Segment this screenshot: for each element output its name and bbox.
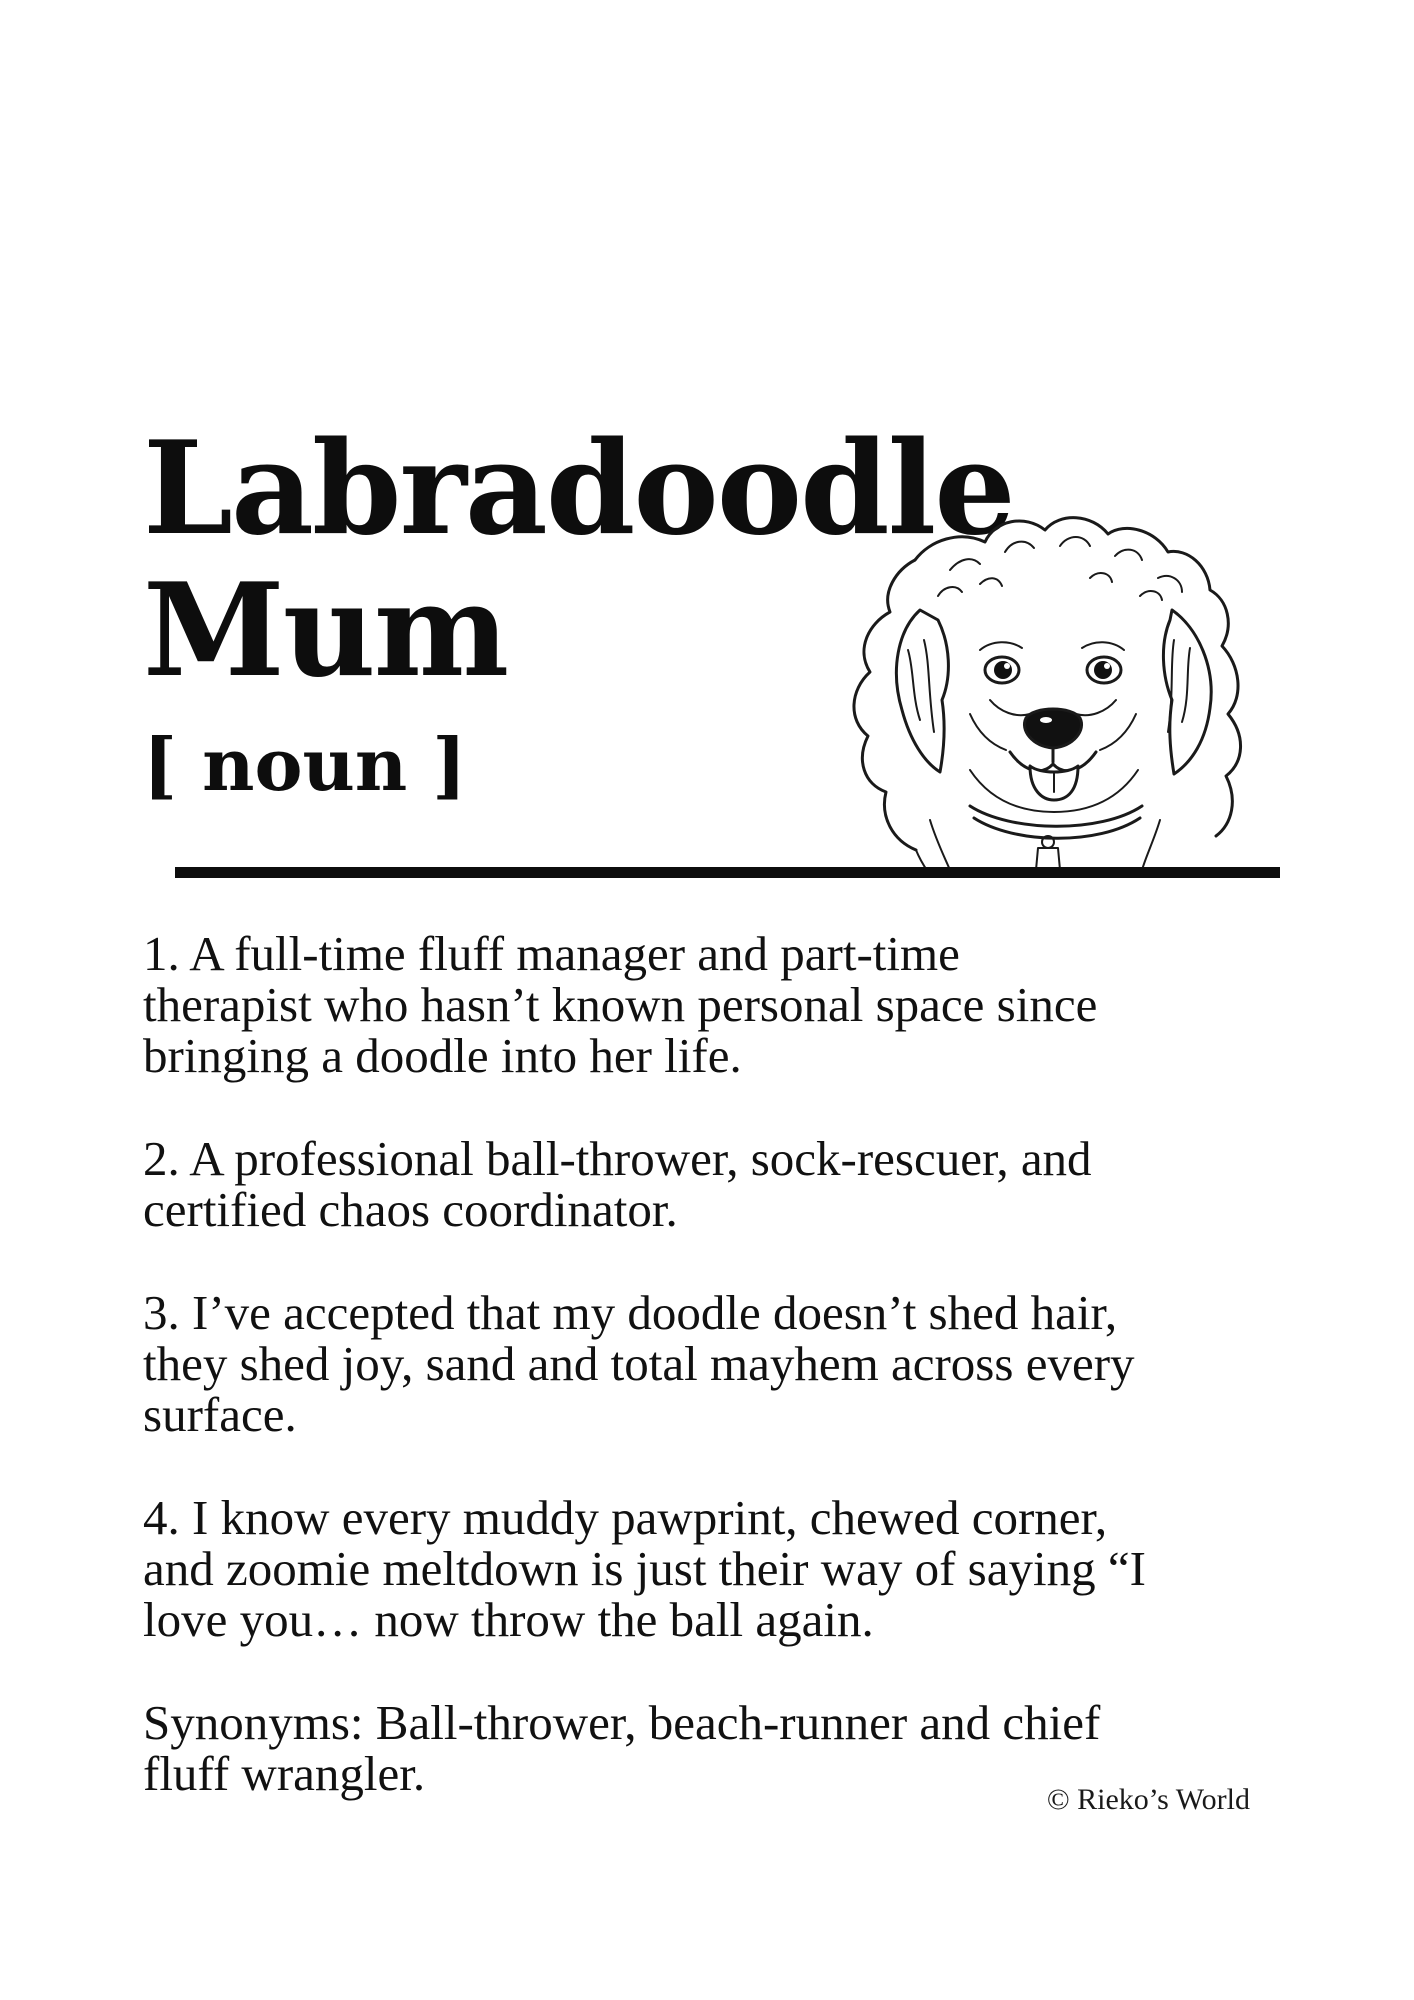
definition-line: therapist who hasn’t known personal space since [143,977,1098,1032]
definition-3 [143,1287,1343,1440]
definition-line: they shed joy, sand and total mayhem across every [143,1336,1135,1391]
title-line-1: Labradoodle [143,414,1014,564]
definition-1 [143,928,1343,1081]
definition-line: surface. [143,1387,297,1442]
definition-4 [143,1492,1343,1645]
definitions-list [143,928,1343,1799]
copyright-notice: © Rieko’s World [1046,1783,1250,1816]
synonyms-line: fluff wrangler. [143,1746,426,1801]
definition-line: certified chaos coordinator. [143,1182,678,1237]
definition-line: 2. A professional ball-thrower, sock-rescuer, and [143,1131,1092,1186]
definition-2 [143,1133,1343,1235]
part-of-speech: [ noun ] [143,722,467,807]
divider-rule [175,867,1280,878]
labradoodle-dog-head-icon [820,500,1280,875]
definition-line: bringing a doodle into her life. [143,1028,742,1083]
title-line-2: Mum [143,556,508,706]
synonyms-line: Synonyms: Ball-thrower, beach-runner and chief [143,1695,1101,1750]
definition-line: 3. I’ve accepted that my doodle doesn’t shed hair, [143,1285,1118,1340]
definition-line: 4. I know every muddy pawprint, chewed corner, [143,1490,1108,1545]
definition-line: and zoomie meltdown is just their way of saying “I [143,1541,1146,1596]
definition-line: love you… now throw the ball again. [143,1592,874,1647]
definition-line: 1. A full-time fluff manager and part-time [143,926,960,981]
